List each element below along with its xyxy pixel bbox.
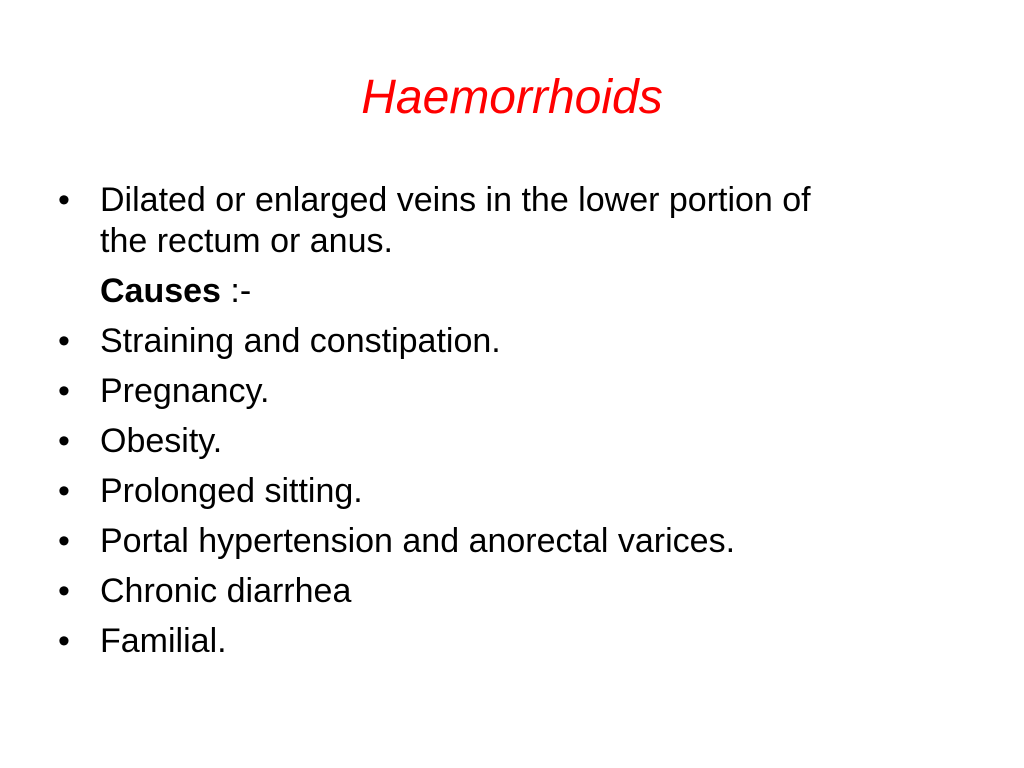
- bullet-icon: •: [58, 472, 70, 510]
- cause-text: Chronic diarrhea: [100, 572, 352, 610]
- slide-title: Haemorrhoids: [361, 71, 663, 124]
- cause-text: Straining and constipation.: [100, 322, 501, 360]
- bullet-icon: •: [58, 522, 70, 560]
- cause-item: [58, 471, 958, 512]
- cause-item: [58, 371, 958, 412]
- causes-heading: [58, 271, 958, 312]
- cause-text: Familial.: [100, 622, 227, 660]
- causes-label: Causes: [100, 272, 221, 310]
- bullet-icon: •: [58, 372, 70, 410]
- bullet-icon: •: [58, 181, 70, 219]
- definition-line-1: Dilated or enlarged veins in the lower portion of: [100, 181, 811, 219]
- bullet-icon: •: [58, 572, 70, 610]
- cause-item: [58, 621, 958, 662]
- cause-item: [58, 571, 958, 612]
- cause-text: Portal hypertension and anorectal varices.: [100, 522, 736, 560]
- bullet-icon: •: [58, 322, 70, 360]
- cause-item: [58, 421, 958, 462]
- cause-text: Prolonged sitting.: [100, 472, 363, 510]
- definition-line-2: the rectum or anus.: [100, 222, 393, 260]
- cause-text: Pregnancy.: [100, 372, 270, 410]
- slide-body: [58, 180, 958, 671]
- bullet-icon: •: [58, 622, 70, 660]
- cause-item: [58, 521, 958, 562]
- definition-bullet: [58, 180, 958, 262]
- cause-item: [58, 321, 958, 362]
- bullet-icon: •: [58, 422, 70, 460]
- cause-text: Obesity.: [100, 422, 223, 460]
- causes-suffix: :-: [220, 272, 252, 310]
